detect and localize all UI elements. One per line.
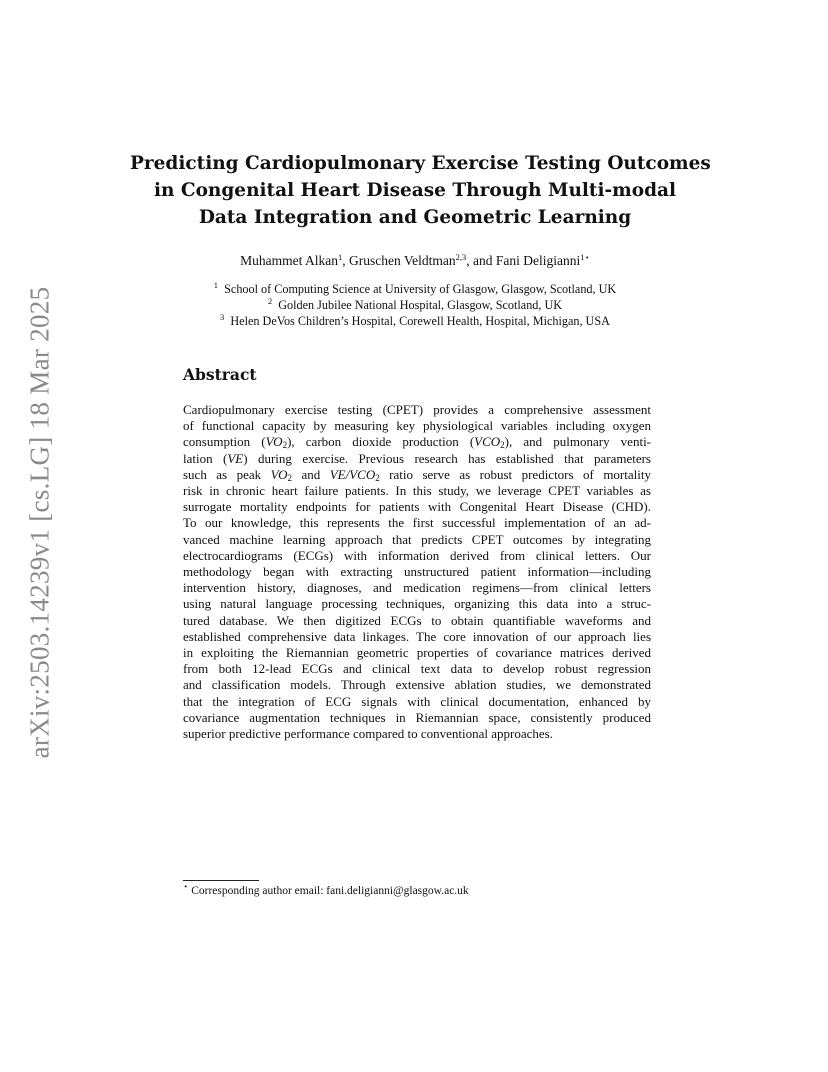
abstract-body bbox=[183, 402, 651, 742]
abstract-line: covariance augmentation techniques in Riemannian space, consistently produced bbox=[183, 709, 651, 725]
author-separator: , and bbox=[466, 253, 496, 268]
abstract-line: that the integration of ECG signals with clinical documentation, enhanced by bbox=[183, 693, 651, 709]
abstract-line: Cardiopulmonary exercise testing (CPET) provides a comprehensive assessment bbox=[183, 402, 651, 417]
abstract-line: electrocardiograms (ECGs) with information derived from clinical letters. Our bbox=[183, 547, 651, 563]
affiliations bbox=[130, 281, 700, 329]
abstract-line: in exploiting the Riemannian geometric properties of covariance matrices derived bbox=[183, 645, 651, 661]
author-name: Muhammet Alkan bbox=[240, 253, 339, 268]
affiliation-mark: 1 bbox=[213, 280, 219, 290]
abstract-line: To our knowledge, this represents the first successful implementation of an ad- bbox=[183, 515, 651, 531]
abstract-line: vanced machine learning approach that predicts CPET outcomes by integrating bbox=[183, 531, 651, 547]
author-list bbox=[130, 253, 700, 269]
affiliation-line bbox=[130, 297, 700, 313]
affiliation-mark: 2 bbox=[267, 296, 273, 306]
footnote-mark: ⋆ bbox=[183, 881, 189, 891]
author-affiliation-mark: 1⋆ bbox=[580, 252, 590, 262]
footnote-text: Corresponding author email: fani.deligianni@glasgow.ac.uk bbox=[191, 885, 469, 897]
abstract-line: from both 12-lead ECGs and clinical text data to develop robust regression bbox=[183, 661, 651, 677]
arxiv-identifier bbox=[20, 282, 60, 762]
author-affiliation-mark: 2,3 bbox=[455, 252, 467, 262]
author-separator: , bbox=[342, 253, 350, 268]
math-subscript: 2 bbox=[282, 440, 288, 451]
abstract-line: intervention history, diagnoses, and medication regimens—from clinical letters bbox=[183, 580, 651, 596]
abstract-line: established comprehensive data linkages. The core innovation of our approach lies bbox=[183, 628, 651, 644]
affiliation-mark: 3 bbox=[220, 312, 225, 322]
footnote-divider bbox=[183, 880, 259, 881]
title-line: in Congenital Heart Disease Through Multi-modal bbox=[153, 180, 677, 201]
math-variable: VE bbox=[227, 450, 244, 466]
abstract-line: lation (VE) during exercise. Previous research has established that parameters bbox=[183, 450, 651, 466]
math-variable: VO bbox=[270, 466, 288, 482]
abstract-line: of functional capacity by measuring key physiological variables including oxygen bbox=[183, 418, 651, 434]
abstract-line: such as peak $VO_2$ and $VE/VCO_2$ ratio serve as robust predictors of mortality bbox=[183, 466, 651, 483]
abstract-line: using natural language processing techniques, organizing this data into a struc- bbox=[183, 596, 651, 612]
abstract-heading: Abstract bbox=[183, 365, 257, 384]
affiliation-text: Helen DeVos Children’s Hospital, Corewell Health, Hospital, Michigan, USA bbox=[230, 314, 610, 328]
paper-title bbox=[130, 150, 711, 231]
math-subscript: 2 bbox=[375, 472, 380, 483]
math-subscript: 2 bbox=[500, 440, 505, 451]
author-affiliation-mark: 1 bbox=[338, 252, 343, 262]
title-line: Data Integration and Geometric Learning bbox=[198, 207, 632, 228]
abstract-line: tured database. We then digitized ECGs to obtain quantifiable waveforms and bbox=[183, 612, 651, 628]
affiliation-text: Golden Jubilee National Hospital, Glasgow, Scotland, UK bbox=[278, 298, 563, 312]
title-line: Predicting Cardiopulmonary Exercise Testing Outcomes bbox=[130, 153, 711, 174]
affiliation-line bbox=[130, 313, 700, 329]
math-variable: VCO bbox=[474, 434, 501, 450]
math-subscript: 2 bbox=[287, 472, 293, 483]
math-variable: VE/VCO bbox=[329, 466, 376, 482]
math-variable: VO bbox=[265, 434, 283, 450]
author-name: Fani Deligianni bbox=[495, 253, 581, 268]
author-name: Gruschen Veldtman bbox=[349, 253, 456, 268]
affiliation-text: School of Computing Science at University of Glasgow, Glasgow, Scotland, UK bbox=[224, 282, 617, 296]
corresponding-author-footnote bbox=[183, 881, 469, 897]
arxiv-identifier-text: arXiv:2503.14239v1 [cs.LG] 18 Mar 2025 bbox=[24, 286, 55, 758]
abstract-line: consumption $(VO_2)$, carbon dioxide production $(VCO_2)$, and pulmonary venti- bbox=[183, 434, 652, 451]
abstract-line: surrogate mortality endpoints for patients with Congenital Heart Disease (CHD). bbox=[183, 499, 651, 515]
abstract-line: risk in chronic heart failure patients. In this study, we leverage CPET variables as bbox=[183, 483, 651, 499]
abstract-line: methodology began with extracting unstructured patient information—including bbox=[183, 564, 651, 580]
abstract-line: and classification models. Through extensive ablation studies, we demonstrated bbox=[183, 677, 651, 693]
affiliation-line bbox=[130, 281, 700, 297]
abstract-line: superior predictive performance compared to conventional approaches. bbox=[183, 726, 553, 742]
